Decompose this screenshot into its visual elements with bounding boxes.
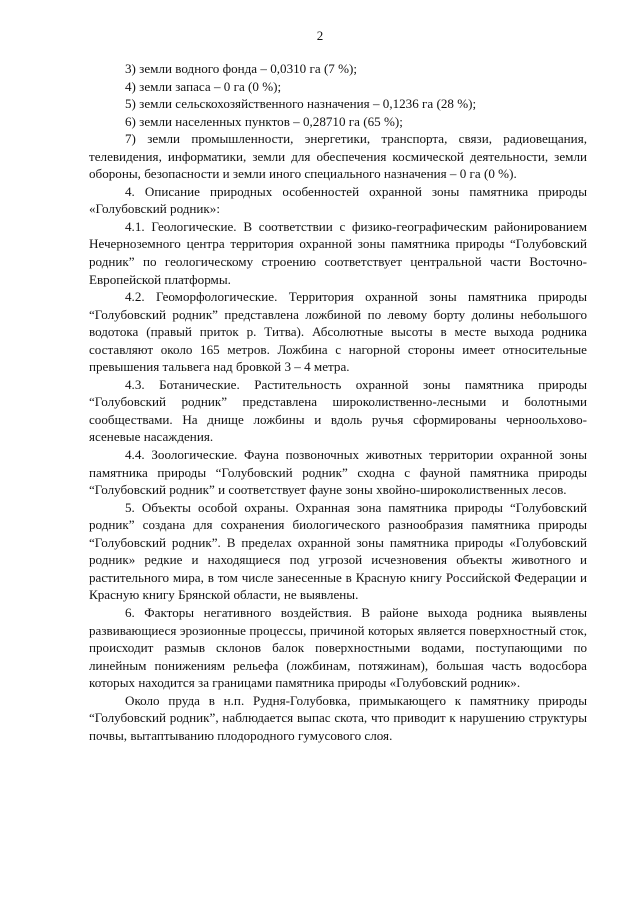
paragraph-land-water-fund: 3) земли водного фонда – 0,0310 га (7 %); [125, 61, 358, 76]
paragraph-section-4-heading: 4. Описание природных особенностей охранной зоны памятника природы «Голубовский родник»: [89, 183, 587, 217]
paragraph-land-agricultural: 5) земли сельскохозяйственного назначения – 0,1236 га (28 %); [125, 96, 477, 112]
page-number: 2 [316, 28, 324, 43]
paragraph-geomorphological: 4.2. Геоморфологические. Территория охранной зоны памятника природы “Голубовский родник” представлена ложбиной по левому борту долины небольшого водотока (правый приток р. Титва). Абсолютные высоты в месте выхода родника составляют около 165 метров. Ложбина с нагорной стороны имеет относительные превышения тальвега над бровкой 3 – 4 метра. [89, 289, 587, 375]
paragraph-land-reserve: 4) земли запаса – 0 га (0 %); [125, 78, 282, 94]
paragraph-grazing: Около пруда в н.п. Рудня-Голубовка, примыкающего к памятнику природы “Голубовский родник”, наблюдается выпас скота, что приводит к нарушению структуры почвы, вытаптыванию плодородного гумусового слоя. [89, 692, 587, 743]
paragraph-protected-objects: 5. Объекты особой охраны. Охранная зона памятника природы “Голубовский родник” создана для сохранения биологического разнообразия памятника природы “Голубовский родник”. В пределах охранной зоны памятника природы «Голубовский родник» редкие и находящиеся под угрозой исчезновения объекты животного и растительного мира, в том числе занесенные в Красную книгу Российской Федерации и Красную книгу Брянской области, не выявлены. [89, 499, 587, 603]
paragraph-geological: 4.1. Геологические. В соответствии с физико-географическим районированием Нечерноземного центра территория охранной зоны памятника природы “Голубовский родник” по геологическому строению соответствует центральной части Восточно-Европейской платформы. [89, 218, 587, 287]
paragraph-land-industrial: 7) земли промышленности, энергетики, транспорта, связи, радиовещания, телевидения, информатики, земли для обеспечения космической деятельности, земли обороны, безопасности и земли иного специального назначения – 0 га (0 %). [89, 131, 587, 182]
paragraph-botanical: 4.3. Ботанические. Растительность охранной зоны памятника природы “Голубовский родник” представлена широколиственно-лесными и болотными сообществами. На днище ложбины и вдоль ручья сформированы черноольхово-ясеневые насаждения. [89, 376, 587, 445]
paragraph-negative-factors: 6. Факторы негативного воздействия. В районе выхода родника выявлены развивающиеся эрозионные процессы, причиной которых является поверхностный сток, происходит размыв склонов балок поверхностными водами, поступающими по линейным понижениям рельефа (ложбинам, потяжинам), большая часть водосбора которых находится за границами памятника природы «Голубовский родник». [89, 604, 587, 691]
paragraph-zoological: 4.4. Зоологические. Фауна позвоночных животных территории охранной зоны памятника природы “Голубовский родник” сходна с фауной памятника природы “Голубовский родник” и соответствует фауне зоны хвойно-широколиственных лесов. [89, 447, 587, 498]
paragraph-land-settlements: 6) земли населенных пунктов – 0,28710 га (65 %); [125, 113, 403, 129]
document-body [89, 60, 587, 744]
